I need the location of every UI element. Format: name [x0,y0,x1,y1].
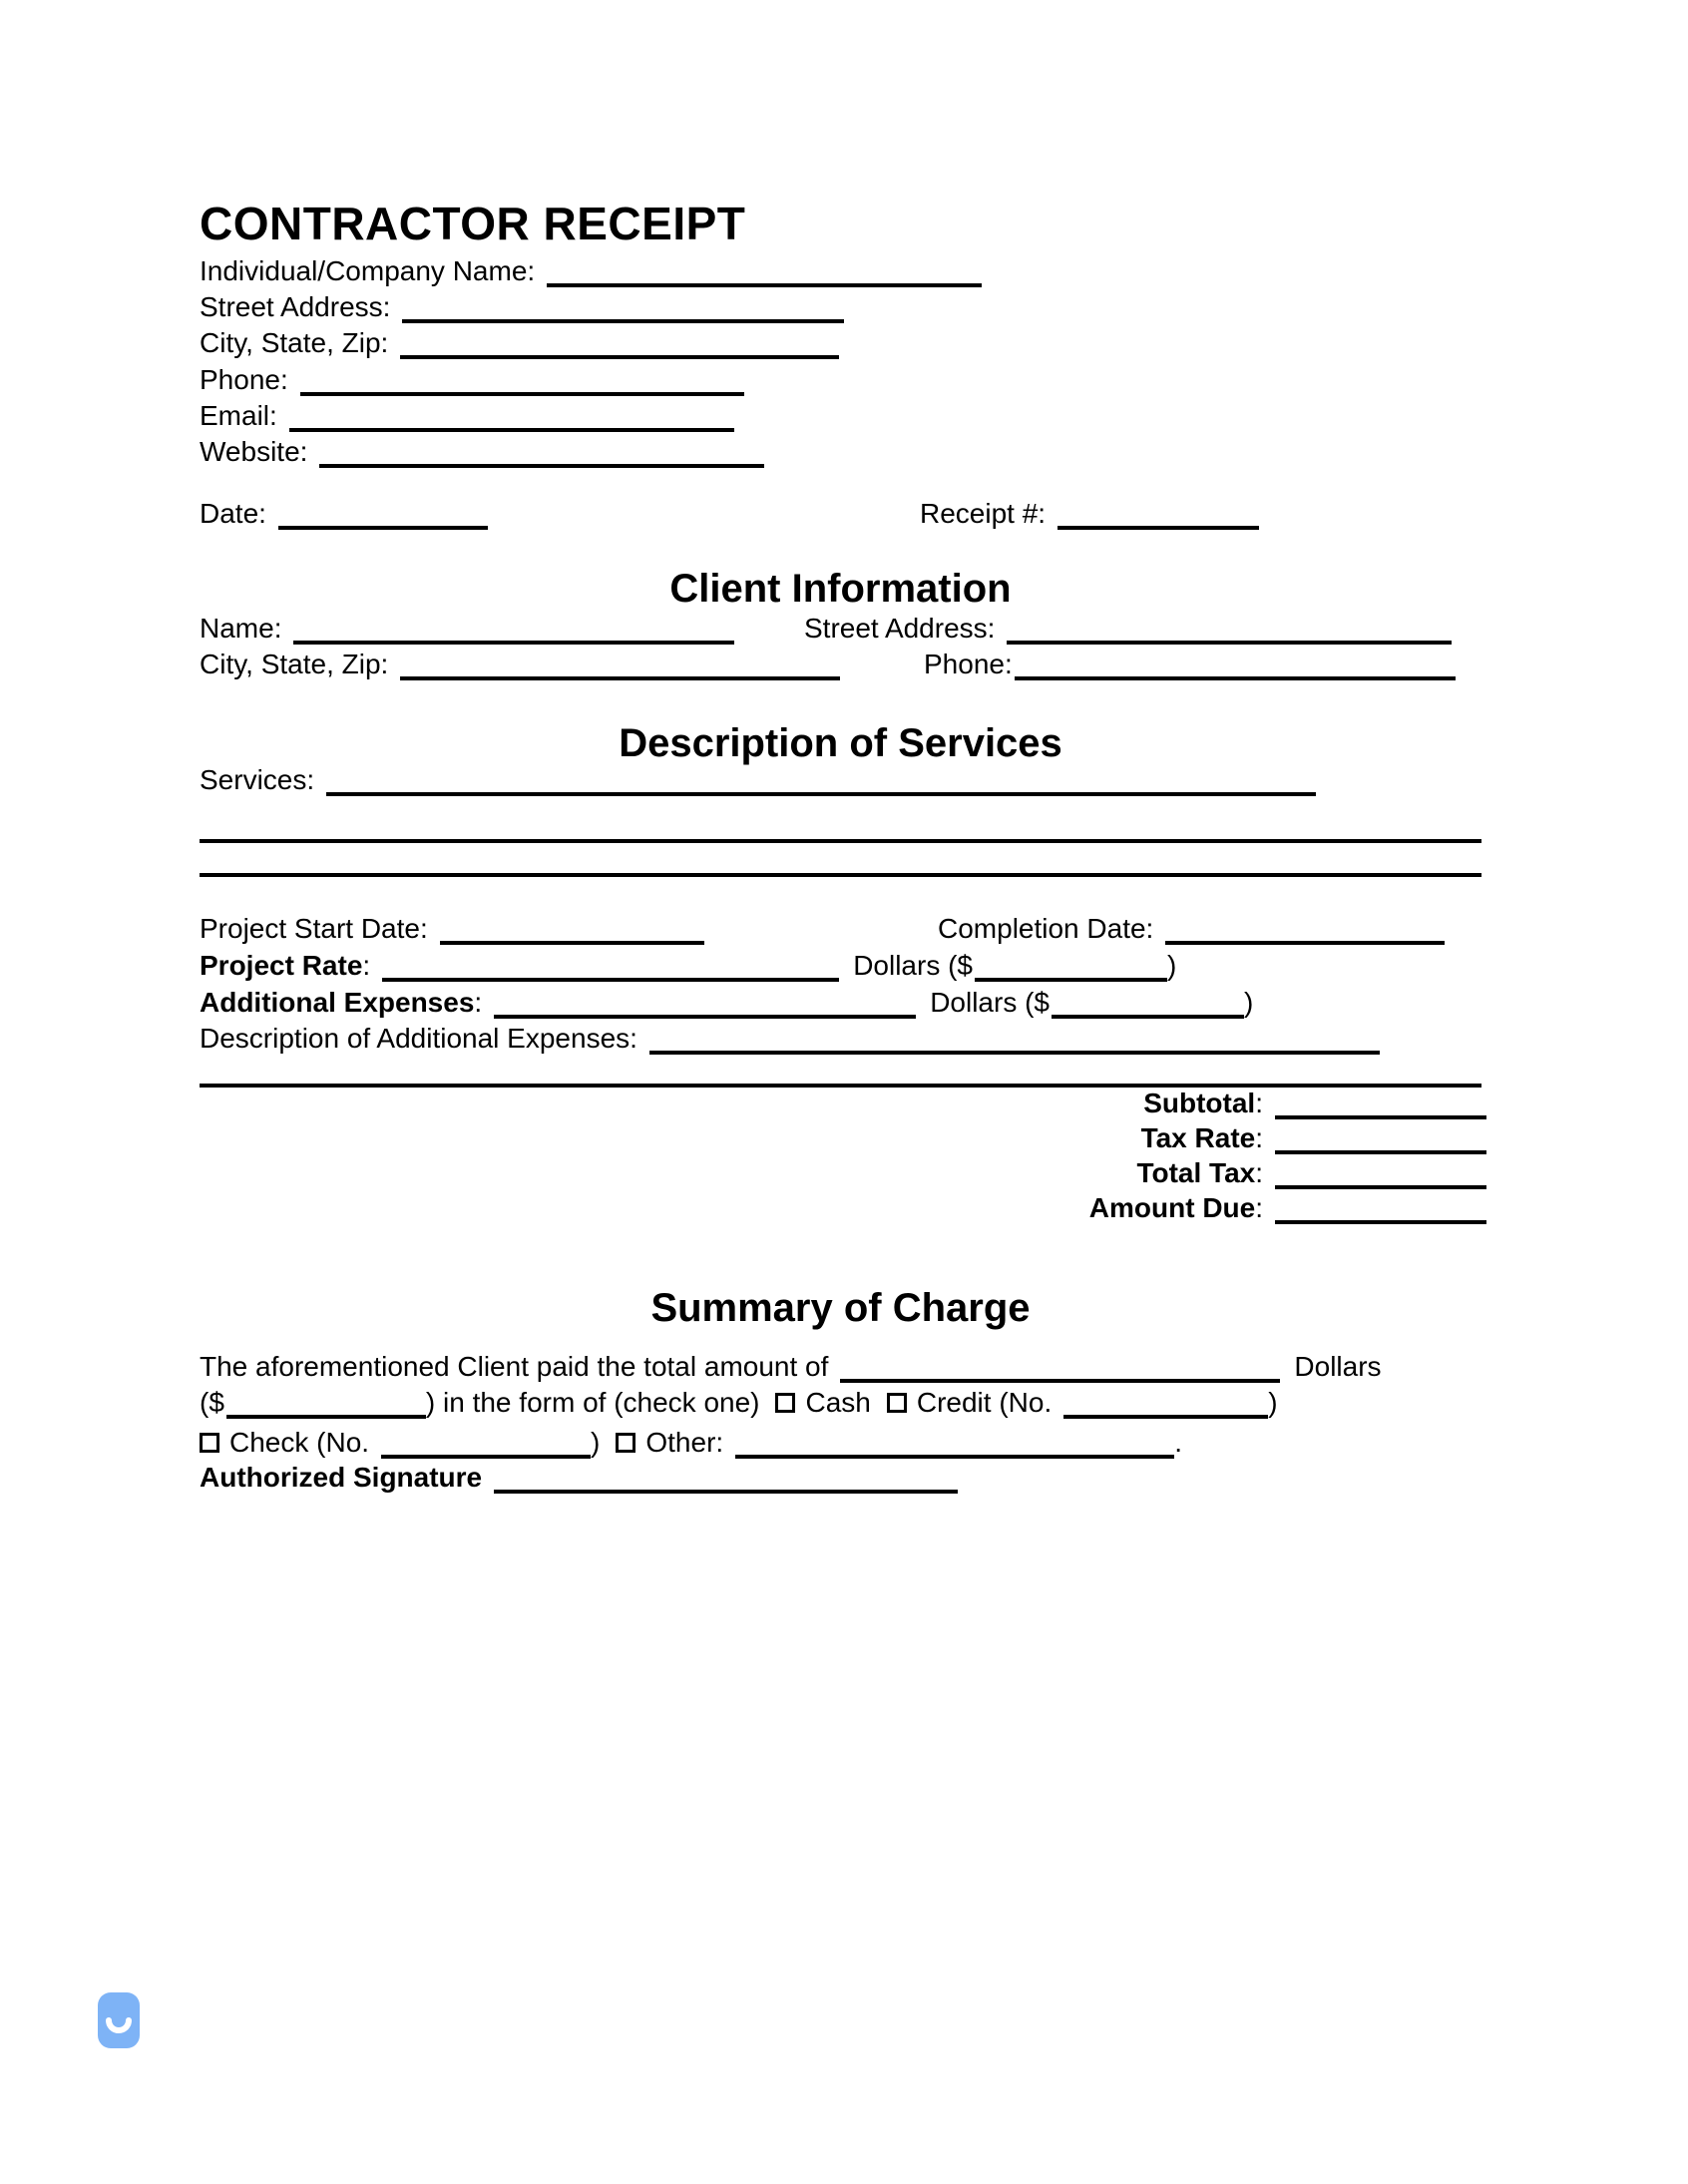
contractor-city-label: City, State, Zip: [200,327,389,358]
project-start-date-label: Project Start Date: [200,913,428,944]
tax-rate-field[interactable] [1275,1124,1486,1154]
summary-amount-text: The aforementioned Client paid the total amount of [200,1351,829,1382]
completion-date-label: Completion Date: [938,913,1154,944]
contractor-email-field[interactable] [289,402,734,432]
contractor-street-row [200,290,844,324]
authorized-signature-field[interactable] [494,1464,958,1494]
services-continuation-line-1[interactable] [200,839,1481,843]
client-phone-group [924,648,1456,681]
client-information-heading: Client Information [669,567,1012,611]
signature-row [200,1461,958,1495]
project-rate-colon: : [362,950,371,981]
summary-paren-dollar: ($ [200,1387,224,1418]
amount-due-label: Amount Due [1088,1192,1256,1223]
check-number-field[interactable] [381,1429,591,1459]
date-field[interactable] [278,500,488,530]
services-label: Services: [200,764,315,795]
client-street-group [804,612,1452,646]
completion-date-field[interactable] [1165,915,1445,945]
description-of-services-heading: Description of Services [619,721,1062,765]
check-checkbox[interactable] [200,1433,219,1453]
client-street-field[interactable] [1007,615,1452,645]
contractor-name-label: Individual/Company Name: [200,255,536,286]
tax-rate-row [200,1121,1486,1155]
description-additional-expenses-field[interactable] [649,1025,1380,1055]
description-additional-expenses-label: Description of Additional Expenses: [200,1023,637,1054]
additional-expenses-label: Additional Expenses [200,987,475,1018]
other-period: . [1174,1427,1182,1458]
summary-amount-numeric-field[interactable] [226,1389,426,1419]
contractor-phone-field[interactable] [300,366,744,396]
additional-expenses-colon: : [474,987,483,1018]
contractor-city-row [200,326,839,360]
client-name-field[interactable] [293,615,734,645]
date-label: Date: [200,498,266,529]
project-rate-close-paren: ) [1167,950,1177,981]
smiley-badge-icon[interactable] [98,1992,140,2053]
summary-amount-words-field[interactable] [840,1353,1280,1383]
contractor-email-label: Email: [200,400,277,431]
client-city-label: City, State, Zip: [200,649,389,679]
services-continuation-line-2[interactable] [200,873,1481,877]
receipt-number-group [920,497,1259,531]
cash-label: Cash [805,1387,871,1418]
summary-line-1 [200,1350,1382,1384]
description-additional-expenses-row [200,1022,1380,1056]
contractor-name-row [200,254,982,288]
project-rate-row [200,949,1176,983]
amount-due-field[interactable] [1275,1194,1486,1224]
other-field[interactable] [735,1429,1174,1459]
authorized-signature-label: Authorized Signature [200,1462,483,1493]
client-name-label: Name: [200,613,282,644]
receipt-number-label: Receipt #: [920,498,1047,529]
receipt-number-field[interactable] [1057,500,1259,530]
subtotal-field[interactable] [1275,1090,1486,1119]
contractor-street-field[interactable] [402,293,844,323]
contractor-street-label: Street Address: [200,291,391,322]
services-row [200,763,1316,797]
contractor-city-field[interactable] [400,329,839,359]
contractor-name-field[interactable] [547,257,982,287]
credit-number-field[interactable] [1063,1389,1268,1419]
page-title: CONTRACTOR RECEIPT [200,198,746,249]
project-rate-label: Project Rate [200,950,363,981]
credit-label: Credit (No. [916,1387,1053,1418]
additional-expenses-field[interactable] [494,989,916,1019]
contractor-phone-label: Phone: [200,364,288,395]
total-tax-label: Total Tax [1136,1157,1256,1188]
total-tax-field[interactable] [1275,1159,1486,1189]
amount-due-colon: : [1255,1192,1263,1223]
summary-form-of-text: ) in the form of (check one) [425,1387,760,1418]
tax-rate-colon: : [1255,1122,1263,1153]
client-name-row [200,612,996,646]
additional-expenses-amount-field[interactable] [1052,989,1244,1019]
subtotal-colon: : [1255,1088,1263,1118]
contractor-website-row [200,435,764,469]
contractor-website-field[interactable] [319,438,764,468]
date-receipt-row [200,497,1047,531]
client-phone-label: Phone: [924,649,1013,679]
subtotal-label: Subtotal [1143,1088,1256,1118]
project-start-date-field[interactable] [440,915,704,945]
total-tax-row [200,1156,1486,1190]
summary-line-3 [200,1426,1182,1460]
contractor-phone-row [200,363,744,397]
credit-close-paren: ) [1268,1387,1278,1418]
contractor-email-row [200,399,734,433]
client-street-label: Street Address: [804,613,996,644]
cash-checkbox[interactable] [775,1393,795,1413]
additional-expenses-dollars-label: Dollars ($ [930,987,1050,1018]
tax-rate-label: Tax Rate [1140,1122,1256,1153]
project-rate-amount-field[interactable] [975,952,1167,982]
client-city-field[interactable] [400,651,840,680]
summary-line-2 [200,1386,1278,1420]
check-label: Check (No. [229,1427,370,1458]
check-close-paren: ) [591,1427,601,1458]
project-rate-dollars-label: Dollars ($ [853,950,973,981]
contractor-website-label: Website: [200,436,308,467]
project-rate-field[interactable] [382,952,839,982]
services-field[interactable] [326,766,1316,796]
smiley-badge-background [98,1992,140,2048]
other-checkbox[interactable] [616,1433,635,1453]
additional-expenses-row [200,986,1253,1020]
client-phone-field[interactable] [1015,651,1456,680]
client-city-row [200,648,1013,681]
credit-checkbox[interactable] [887,1393,907,1413]
summary-dollars-label: Dollars [1294,1351,1382,1382]
other-label: Other: [645,1427,724,1458]
summary-of-charge-heading: Summary of Charge [650,1286,1031,1330]
additional-expenses-close-paren: ) [1244,987,1254,1018]
subtotal-row [200,1087,1486,1120]
project-dates-row [200,912,1154,946]
amount-due-row [200,1191,1486,1225]
completion-date-group [938,912,1445,946]
total-tax-colon: : [1255,1157,1263,1188]
